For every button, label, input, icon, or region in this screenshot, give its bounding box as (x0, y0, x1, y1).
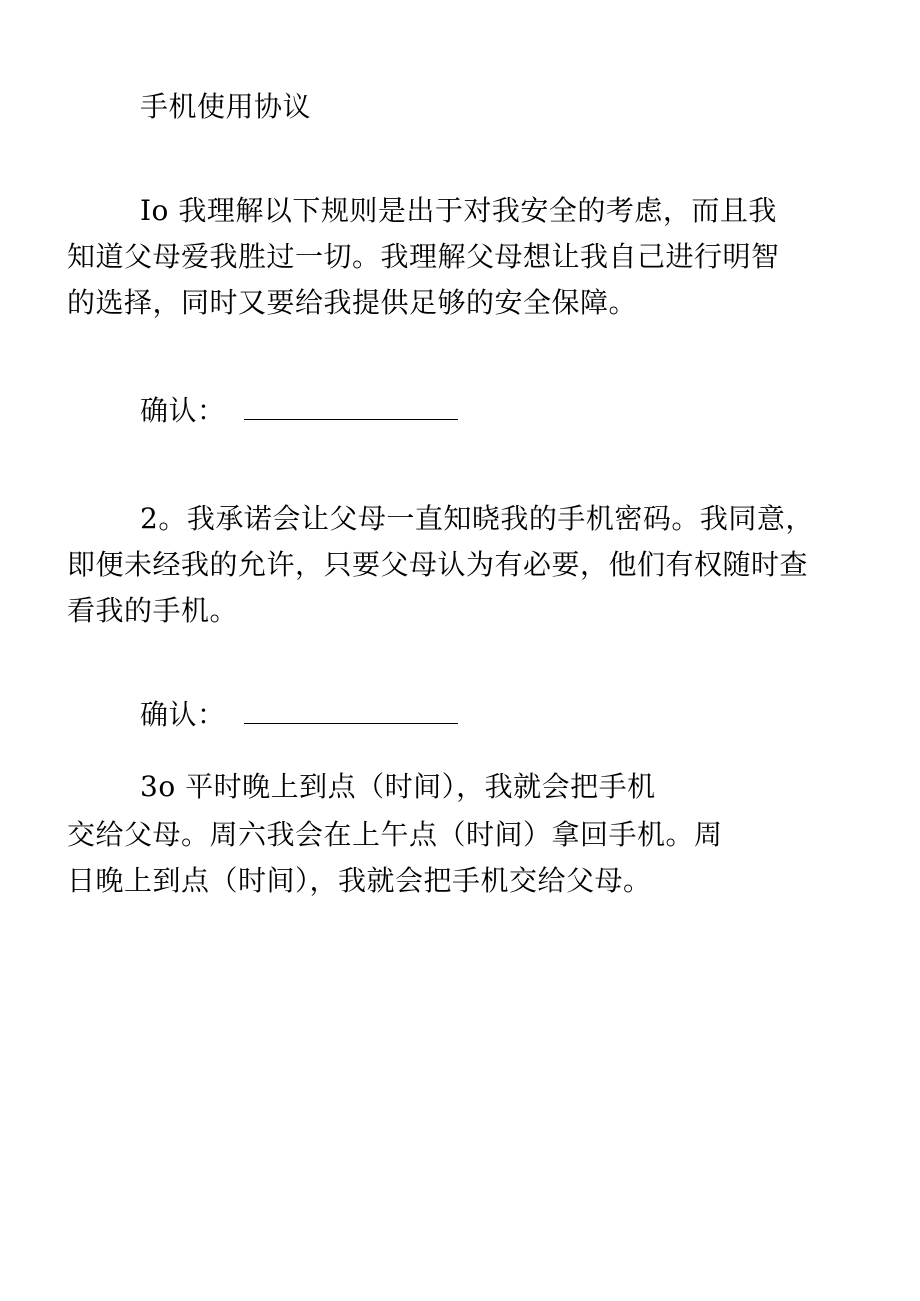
section-1-line-1: Io 我理解以下规则是出于对我安全的考虑，而且我 (140, 194, 777, 227)
section-1-line-3: 的选择，同时又要给我提供足够的安全保障。 (67, 286, 638, 319)
confirm-label: 确认： (140, 394, 226, 427)
confirm-row-2 (140, 696, 458, 734)
section-2-line-2: 即便未经我的允许，只要父母认为有必要，他们有权随时查 (67, 548, 809, 581)
section-3-line-2: 交给父母。周六我会在上午点（时间）拿回手机。周 (67, 818, 723, 851)
section-3-line-3: 日晚上到点（时间），我就会把手机交给父母。 (67, 864, 652, 897)
signature-blank[interactable] (244, 699, 458, 724)
signature-blank[interactable] (244, 395, 458, 420)
confirm-label: 确认： (140, 698, 226, 731)
section-2-line-1: 2。我承诺会让父母一直知晓我的手机密码。我同意， (140, 502, 814, 535)
section-2-line-3: 看我的手机。 (67, 594, 239, 627)
document-title: 手机使用协议 (140, 90, 312, 123)
section-3-line-1: 3o 平时晚上到点（时间），我就会把手机 (140, 770, 656, 803)
confirm-row-1 (140, 392, 458, 430)
section-1-line-2: 知道父母爱我胜过一切。我理解父母想让我自己进行明智 (67, 240, 780, 273)
